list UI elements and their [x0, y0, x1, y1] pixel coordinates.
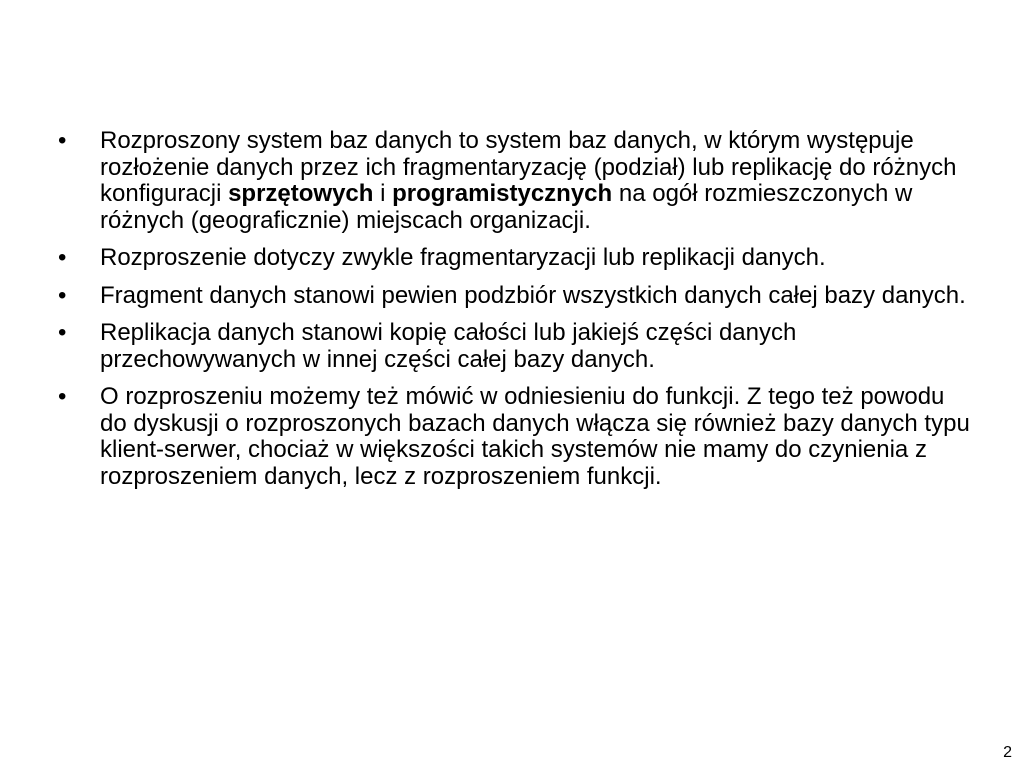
- bullet-icon: •: [58, 383, 67, 410]
- text-segment: i: [373, 180, 393, 207]
- text-segment: na ogół rozmieszczonych w różnych (geograficznie) miejscach organizacji.: [100, 180, 913, 234]
- bullet-text: [100, 245, 970, 272]
- text-segment: Replikacja danych stanowi kopię całości lub jakiejś części danych przechowywanych w innej części całej bazy danych.: [100, 319, 797, 373]
- bullet-icon: •: [58, 244, 67, 271]
- text-segment: O rozproszeniu możemy też mówić w odniesieniu do funkcji. Z tego też powodu do dyskusji o rozproszonych bazach danych włącza się również bazy danych typu klient-serwer, chociaż w większości takich systemów nie mamy do czynienia z rozproszeniem danych, lecz z rozproszeniem funkcji.: [100, 383, 970, 490]
- text-segment: Fragment danych stanowi pewien podzbiór wszystkich danych całej bazy danych.: [100, 281, 966, 309]
- bold-term-sprzetowych: sprzętowych: [228, 180, 374, 207]
- bullet-item-4: [58, 320, 970, 373]
- bullet-item-2: [58, 245, 970, 272]
- bullet-text: [100, 320, 970, 373]
- bullet-item-1: [58, 128, 970, 234]
- bullet-text: [100, 283, 970, 310]
- text-segment: Rozproszony system baz danych to system baz danych, w którym występuje rozłożenie danych przez ich fragmentaryzację (podział) lub replikację do różnych konfiguracji: [100, 127, 957, 207]
- bullet-item-3: [58, 283, 970, 310]
- bold-term-programistycznych: programistycznych: [392, 180, 613, 207]
- bullet-item-5: [58, 384, 970, 490]
- page-number: 2: [1003, 744, 1012, 761]
- bullet-text: [100, 128, 970, 234]
- bullet-icon: •: [58, 127, 67, 154]
- bullet-icon: •: [58, 319, 67, 346]
- bullet-list: [58, 128, 970, 501]
- text-segment: Rozproszenie dotyczy zwykle fragmentaryzacji lub replikacji danych.: [100, 244, 826, 271]
- bullet-icon: •: [58, 281, 67, 309]
- bullet-text: [100, 384, 970, 490]
